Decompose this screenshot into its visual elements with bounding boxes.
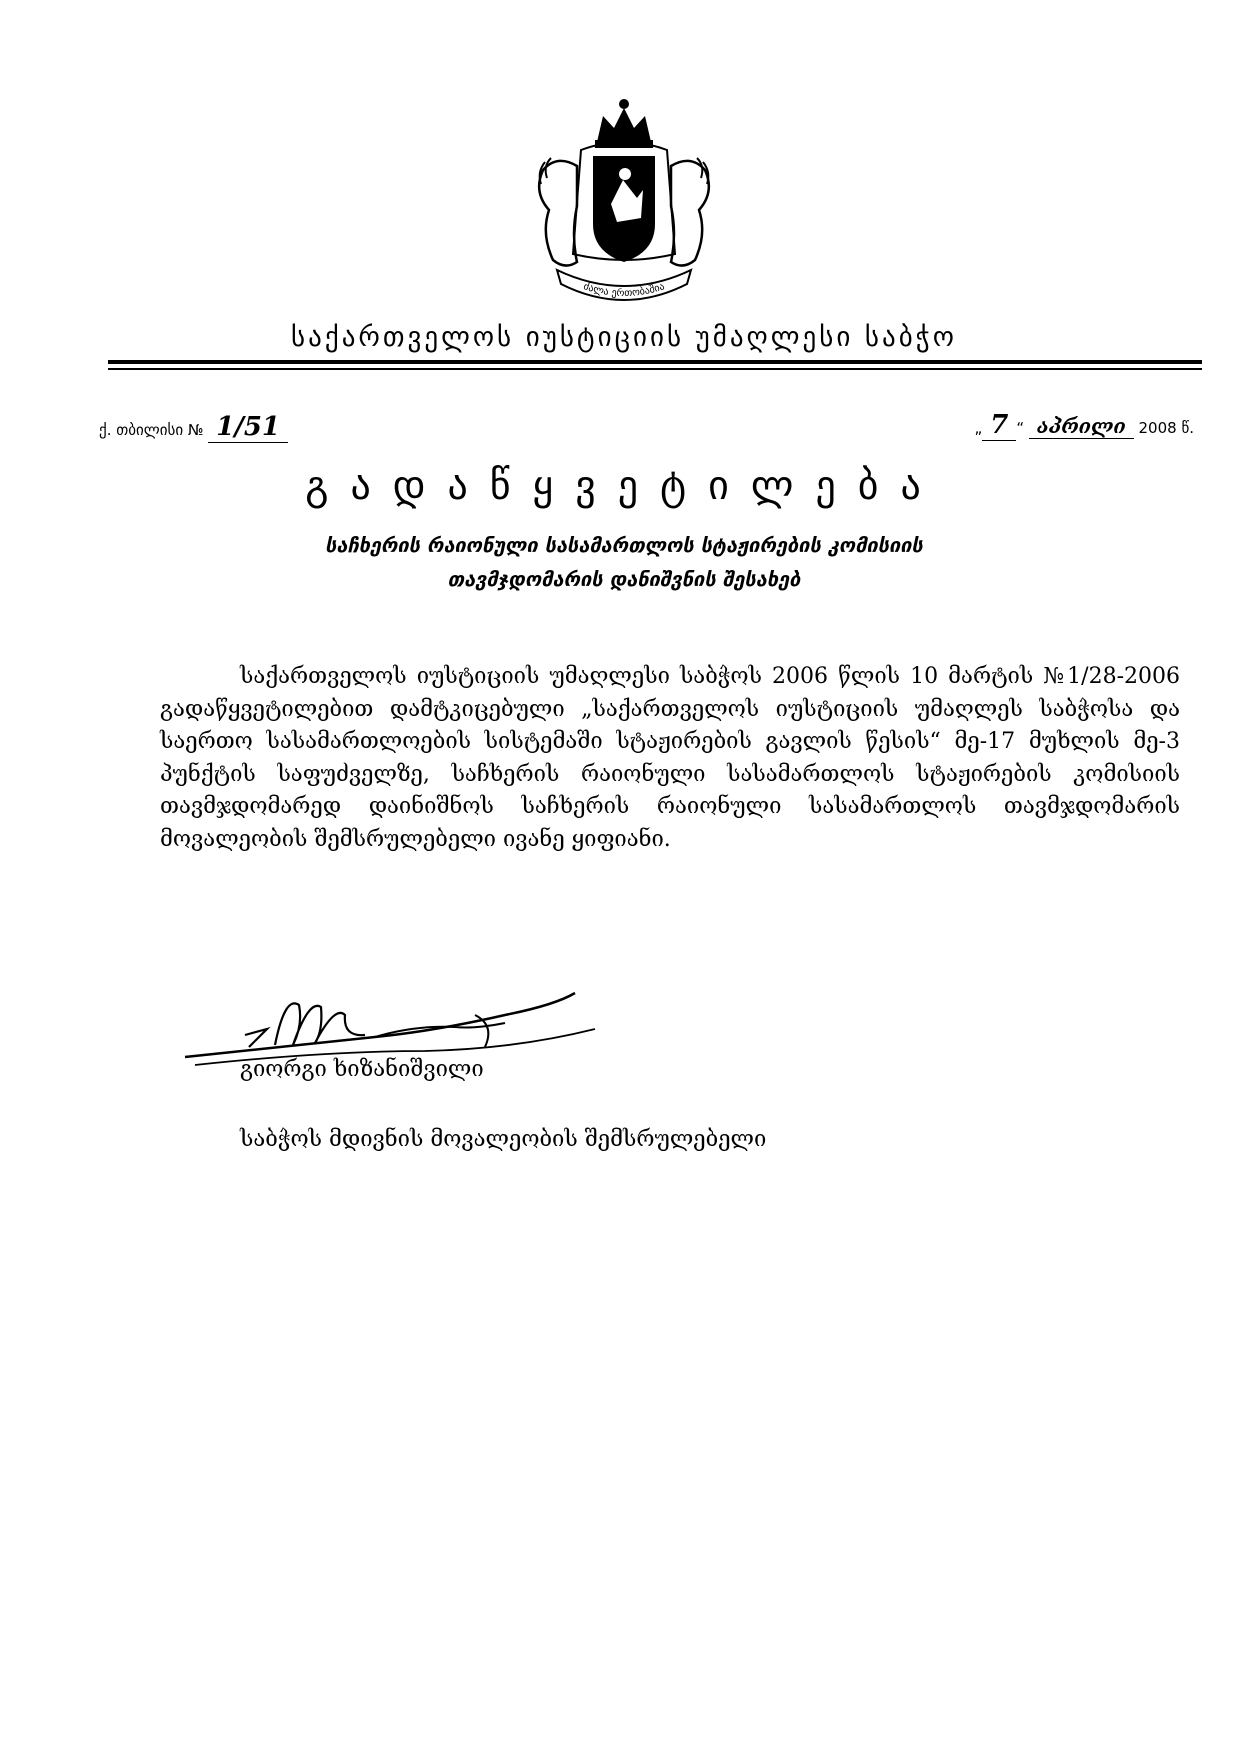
subtitle-line-2: თავმჯდომარის დანიშვნის შესახებ <box>447 567 801 591</box>
date-day: 7 <box>982 410 1016 441</box>
decision-body: საქართველოს იუსტიციის უმაღლესი საბჭოს 2006 წლის 10 მარტის №1/28-2006 გადაწყვეტილებით დამტკიცებული „საქართველოს იუსტიციის უმაღლეს საბჭოსა და საერთო სასამართლოების სისტემაში სტაჟირების გავლის წესის“ მე-17 მუხლის მე-3 პუნქტის საფუძველზე, საჩხერის რაიონული სასამართლოს სტაჟირების კომისიის თავმჯდომარედ დაინიშნოს საჩხერის რაიონული სასამართლოს თავმჯდომარის მოვალეობის შემსრულებელი ივანე ყიფიანი. <box>160 664 1180 852</box>
header-rule-thin <box>108 368 1202 370</box>
organization-name: საქართველოს იუსტიციის უმაღლესი საბჭო <box>291 322 957 353</box>
place-label: ქ. თბილისი № <box>99 421 204 439</box>
subtitle-line-1: საჩხერის რაიონული სასამართლოს სტაჟირების კომისიის <box>325 533 923 557</box>
document-number-value: 1/51 <box>208 412 288 443</box>
date-year: 2008 წ. <box>1138 419 1194 437</box>
document-date: „ 7 “ აპრილი 2008 წ. <box>974 410 1194 440</box>
emblem-motto: ძალა ერთობაშია <box>581 281 667 300</box>
signatory-name: გიორგი ხიზანიშვილი <box>240 1057 484 1082</box>
coat-of-arms-emblem <box>519 94 729 304</box>
signatory-title: საბჭოს მდივნის მოვალეობის შემსრულებელი <box>240 1127 767 1152</box>
document-number <box>99 412 288 442</box>
date-month: აპრილი <box>1029 414 1134 439</box>
header-rule-thick <box>108 360 1202 364</box>
document-title: გადაწყვეტილება <box>305 463 943 509</box>
document-subtitle <box>0 528 1248 596</box>
